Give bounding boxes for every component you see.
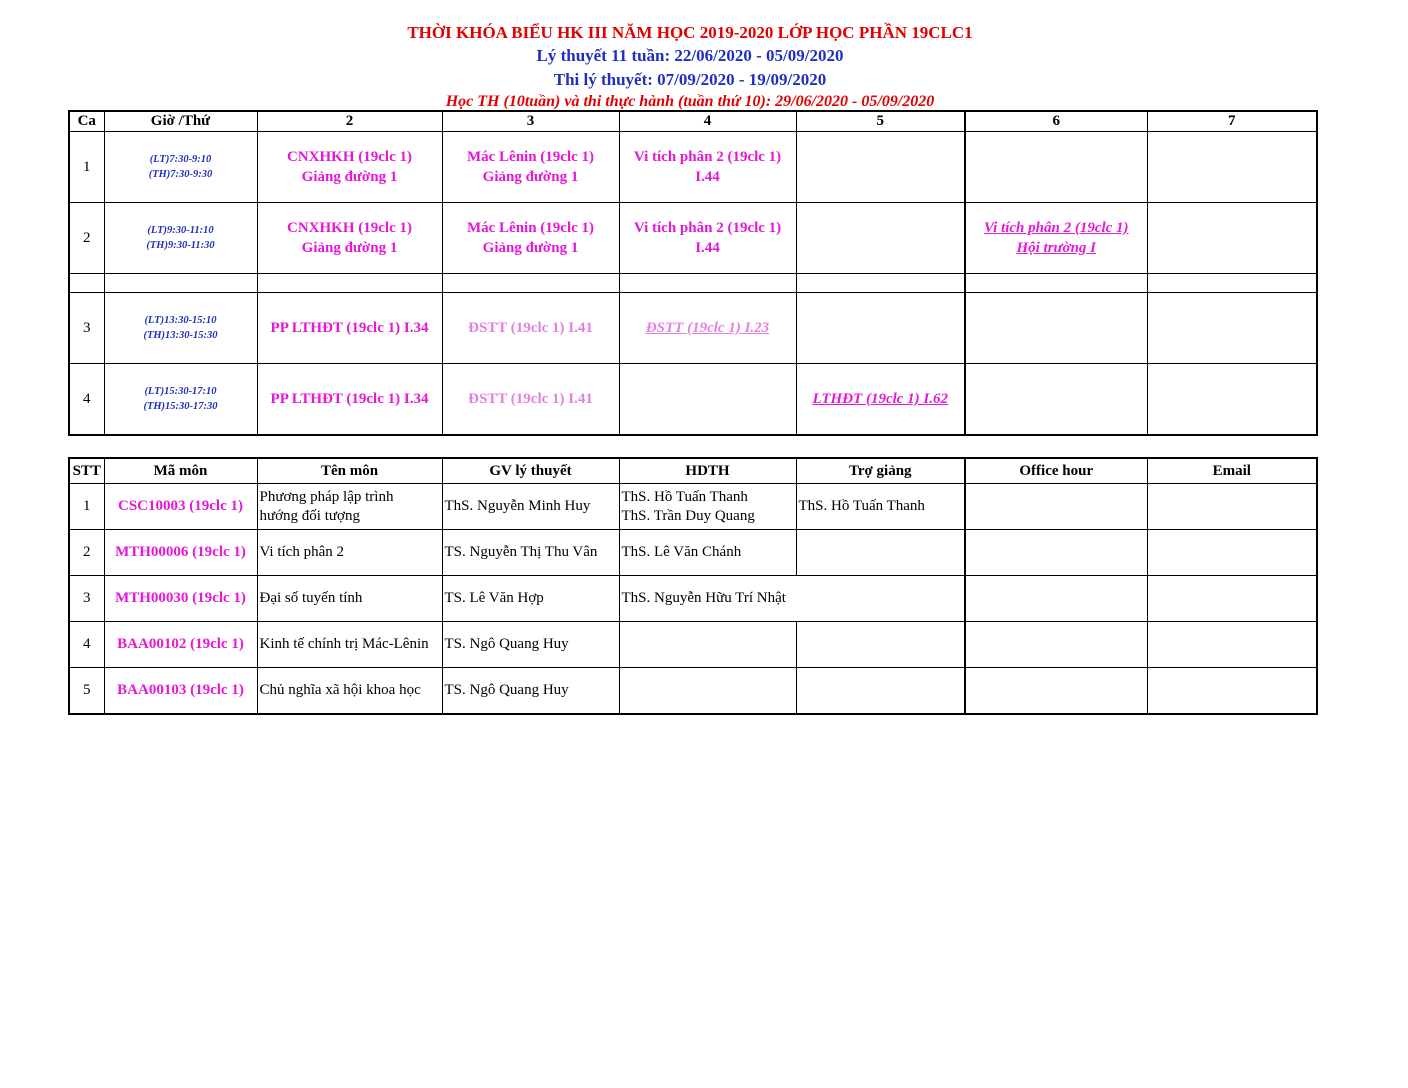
empty-cell <box>1147 203 1317 274</box>
col-header-email: Email <box>1147 458 1317 484</box>
class-name: Vi tích phân 2 (19clc 1) <box>983 220 1129 236</box>
empty-cell <box>619 364 796 436</box>
table-row <box>69 576 1317 622</box>
class-cell: PP LTHĐT (19clc 1) I.34 <box>257 364 442 436</box>
class-cell: PP LTHĐT (19clc 1) I.34 <box>257 293 442 364</box>
ca-number: 4 <box>69 364 104 436</box>
email <box>1147 576 1317 622</box>
office-hour <box>965 484 1147 530</box>
empty-cell <box>796 203 965 274</box>
time-lt: (LT)7:30-9:10 <box>149 154 212 165</box>
timetable-row <box>69 132 1317 203</box>
col-header-ta: Trợ giảng <box>796 458 965 484</box>
timetable <box>68 110 1318 436</box>
stt: 2 <box>69 530 104 576</box>
practice-period: Học TH (10tuần) và thi thực hành (tuần thứ 10): 29/06/2020 - 05/09/2020 <box>445 93 935 110</box>
col-header-day-2: 2 <box>257 111 442 132</box>
time-lt: (LT)9:30-11:10 <box>147 225 214 236</box>
table-row <box>69 622 1317 668</box>
email <box>1147 484 1317 530</box>
office-hour <box>965 530 1147 576</box>
course-table <box>68 457 1318 715</box>
timetable-header <box>69 111 1317 132</box>
class-name: Mác Lênin (19clc 1) <box>466 220 595 236</box>
class-cell: ĐSTT (19clc 1) I.23 <box>619 293 796 364</box>
col-header-day-7: 7 <box>1147 111 1317 132</box>
course-code: MTH00006 (19clc 1) <box>104 530 257 576</box>
office-hour <box>965 668 1147 715</box>
course-name: Chủ nghĩa xã hội khoa học <box>257 668 442 715</box>
timetable-row <box>69 364 1317 436</box>
email <box>1147 530 1317 576</box>
empty-cell <box>965 364 1147 436</box>
email <box>1147 622 1317 668</box>
empty-cell <box>1147 364 1317 436</box>
time-lt: (LT)13:30-15:10 <box>144 315 217 326</box>
col-header-time: Giờ /Thứ <box>104 111 257 132</box>
ca-number: 1 <box>69 132 104 203</box>
class-cell <box>257 132 442 203</box>
teaching-assistant <box>796 668 965 715</box>
stt: 5 <box>69 668 104 715</box>
stt: 3 <box>69 576 104 622</box>
class-name: CNXHKH (19clc 1) <box>287 149 412 165</box>
time-th: (TH)7:30-9:30 <box>148 169 213 180</box>
class-cell: ĐSTT (19clc 1) I.41 <box>442 293 619 364</box>
table-row <box>69 530 1317 576</box>
exam-period: Thi lý thuyết: 07/09/2020 - 19/09/2020 <box>553 70 827 89</box>
lab-instructor: ThS. Lê Văn Chánh <box>619 530 796 576</box>
class-name: Vi tích phân 2 (19clc 1) <box>633 149 782 165</box>
class-room: Giảng đường 1 <box>482 240 579 256</box>
time-th: (TH)9:30-11:30 <box>146 240 215 251</box>
time-slot <box>104 132 257 203</box>
class-cell: LTHĐT (19clc 1) I.62 <box>796 364 965 436</box>
table-row <box>69 668 1317 715</box>
class-cell <box>619 132 796 203</box>
time-slot <box>104 203 257 274</box>
col-header-lecturer: GV lý thuyết <box>442 458 619 484</box>
col-header-office-hour: Office hour <box>965 458 1147 484</box>
time-th: (TH)13:30-15:30 <box>143 330 218 341</box>
class-cell <box>257 203 442 274</box>
empty-cell <box>796 132 965 203</box>
lecturer: TS. Lê Văn Hợp <box>442 576 619 622</box>
class-cell <box>442 203 619 274</box>
class-room: Giảng đường 1 <box>301 240 398 256</box>
ca-number: 3 <box>69 293 104 364</box>
col-header-day-3: 3 <box>442 111 619 132</box>
course-name: Đại số tuyến tính <box>257 576 442 622</box>
stt: 4 <box>69 622 104 668</box>
theory-period: Lý thuyết 11 tuần: 22/06/2020 - 05/09/2020 <box>536 46 844 65</box>
time-slot <box>104 293 257 364</box>
teaching-assistant <box>796 530 965 576</box>
email <box>1147 668 1317 715</box>
course-code: CSC10003 (19clc 1) <box>104 484 257 530</box>
col-header-day-5: 5 <box>796 111 965 132</box>
lecturer: TS. Ngô Quang Huy <box>442 622 619 668</box>
teaching-assistant <box>796 622 965 668</box>
timetable-row <box>69 203 1317 274</box>
col-header-hdth: HDTH <box>619 458 796 484</box>
empty-cell <box>1147 293 1317 364</box>
class-room: I.44 <box>695 169 720 185</box>
time-lt: (LT)15:30-17:10 <box>144 386 217 397</box>
office-hour <box>965 576 1147 622</box>
class-cell <box>442 132 619 203</box>
course-name: Kinh tế chính trị Mác-Lênin <box>257 622 442 668</box>
class-cell: ĐSTT (19clc 1) I.41 <box>442 364 619 436</box>
col-header-name: Tên môn <box>257 458 442 484</box>
office-hour <box>965 622 1147 668</box>
course-table-header <box>69 458 1317 484</box>
time-slot <box>104 364 257 436</box>
lab-instructor: ThS. Nguyễn Hữu Trí Nhật <box>619 576 965 622</box>
table-row <box>69 484 1317 530</box>
lecturer: TS. Nguyễn Thị Thu Vân <box>442 530 619 576</box>
course-code: BAA00103 (19clc 1) <box>104 668 257 715</box>
lecturer: TS. Ngô Quang Huy <box>442 668 619 715</box>
break-row <box>69 274 1317 293</box>
course-code: MTH00030 (19clc 1) <box>104 576 257 622</box>
empty-cell <box>1147 132 1317 203</box>
class-room: I.44 <box>695 240 720 256</box>
col-header-stt: STT <box>69 458 104 484</box>
empty-cell <box>965 293 1147 364</box>
lab-instructor <box>619 622 796 668</box>
course-code: BAA00102 (19clc 1) <box>104 622 257 668</box>
class-room: Giảng đường 1 <box>301 169 398 185</box>
ca-number: 2 <box>69 203 104 274</box>
class-cell <box>965 203 1147 274</box>
class-room: Hội trường I <box>1016 240 1097 256</box>
empty-cell <box>796 293 965 364</box>
course-name: Phương pháp lập trình hướng đối tượng <box>257 484 442 530</box>
time-th: (TH)15:30-17:30 <box>143 401 218 412</box>
class-cell <box>619 203 796 274</box>
col-header-day-4: 4 <box>619 111 796 132</box>
class-name: Mác Lênin (19clc 1) <box>466 149 595 165</box>
col-header-code: Mã môn <box>104 458 257 484</box>
course-name: Vi tích phân 2 <box>257 530 442 576</box>
stt: 1 <box>69 484 104 530</box>
teaching-assistant: ThS. Hồ Tuấn Thanh <box>796 484 965 530</box>
lab-instructor: ThS. Hồ Tuấn Thanh ThS. Trần Duy Quang <box>619 484 796 530</box>
lecturer: ThS. Nguyễn Minh Huy <box>442 484 619 530</box>
lab-instructor <box>619 668 796 715</box>
empty-cell <box>965 132 1147 203</box>
class-name: Vi tích phân 2 (19clc 1) <box>633 220 782 236</box>
class-room: Giảng đường 1 <box>482 169 579 185</box>
class-name: CNXHKH (19clc 1) <box>287 220 412 236</box>
col-header-day-6: 6 <box>965 111 1147 132</box>
page-title: THỜI KHÓA BIỂU HK III NĂM HỌC 2019-2020 LỚP HỌC PHẦN 19CLC1 <box>407 23 973 42</box>
timetable-row <box>69 293 1317 364</box>
col-header-ca: Ca <box>69 111 104 132</box>
